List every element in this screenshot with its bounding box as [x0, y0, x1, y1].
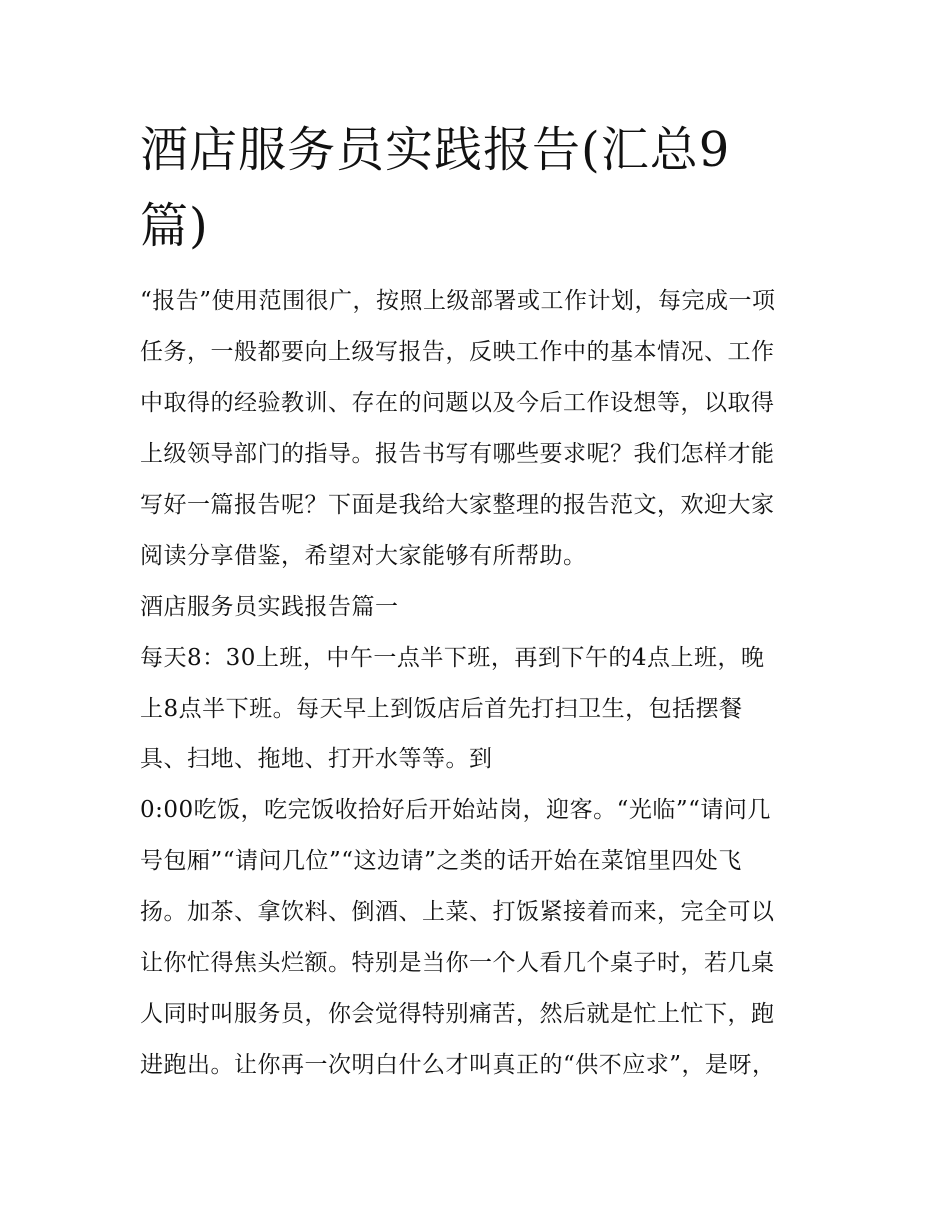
intro-line: “报告”使用范围很广，按照上级部署或工作计划，每完成一项	[140, 288, 776, 314]
body-line: 每天8：30上班，中午一点半下班，再到下午的4点上班，晚	[140, 645, 765, 671]
intro-line: 任务，一般都要向上级写报告，反映工作中的基本情况、工作	[140, 339, 775, 365]
body-line: 人同时叫服务员，你会觉得特别痛苦，然后就是忙上忙下，跑	[140, 1001, 775, 1027]
body-line: 进跑出。让你再一次明白什么才叫真正的“供不应求”，是呀，	[140, 1052, 776, 1078]
body-line: 0:00吃饭，吃完饭收拾好后开始站岗，迎客。“光临”“请问几	[140, 797, 771, 823]
title-line-2: 篇)	[140, 198, 209, 254]
body-line: 上8点半下班。每天早上到饭店后首先打扫卫生，包括摆餐	[140, 696, 743, 722]
section-heading: 酒店服务员实践报告篇一	[140, 594, 399, 620]
body-line: 让你忙得焦头烂额。特别是当你一个人看几个桌子时，若几桌	[140, 950, 775, 976]
document-title	[140, 112, 820, 264]
title-line-1: 酒店服务员实践报告(汇总9	[140, 122, 731, 178]
intro-line: 阅读分享借鉴，希望对大家能够有所帮助。	[140, 543, 587, 569]
body-line: 扬。加茶、拿饮料、倒酒、上菜、打饭紧接着而来，完全可以	[140, 899, 775, 925]
intro-line: 中取得的经验教训、存在的问题以及今后工作设想等，以取得	[140, 390, 775, 416]
body-line: 号包厢”“请问几位”“这边请”之类的话开始在菜馆里四处飞	[140, 848, 742, 874]
intro-line: 上级领导部门的指导。报告书写有哪些要求呢？我们怎样才能	[140, 441, 775, 467]
body-line: 具、扫地、拖地、打开水等等。到	[140, 746, 493, 772]
intro-line: 写好一篇报告呢？下面是我给大家整理的报告范文，欢迎大家	[140, 492, 775, 518]
